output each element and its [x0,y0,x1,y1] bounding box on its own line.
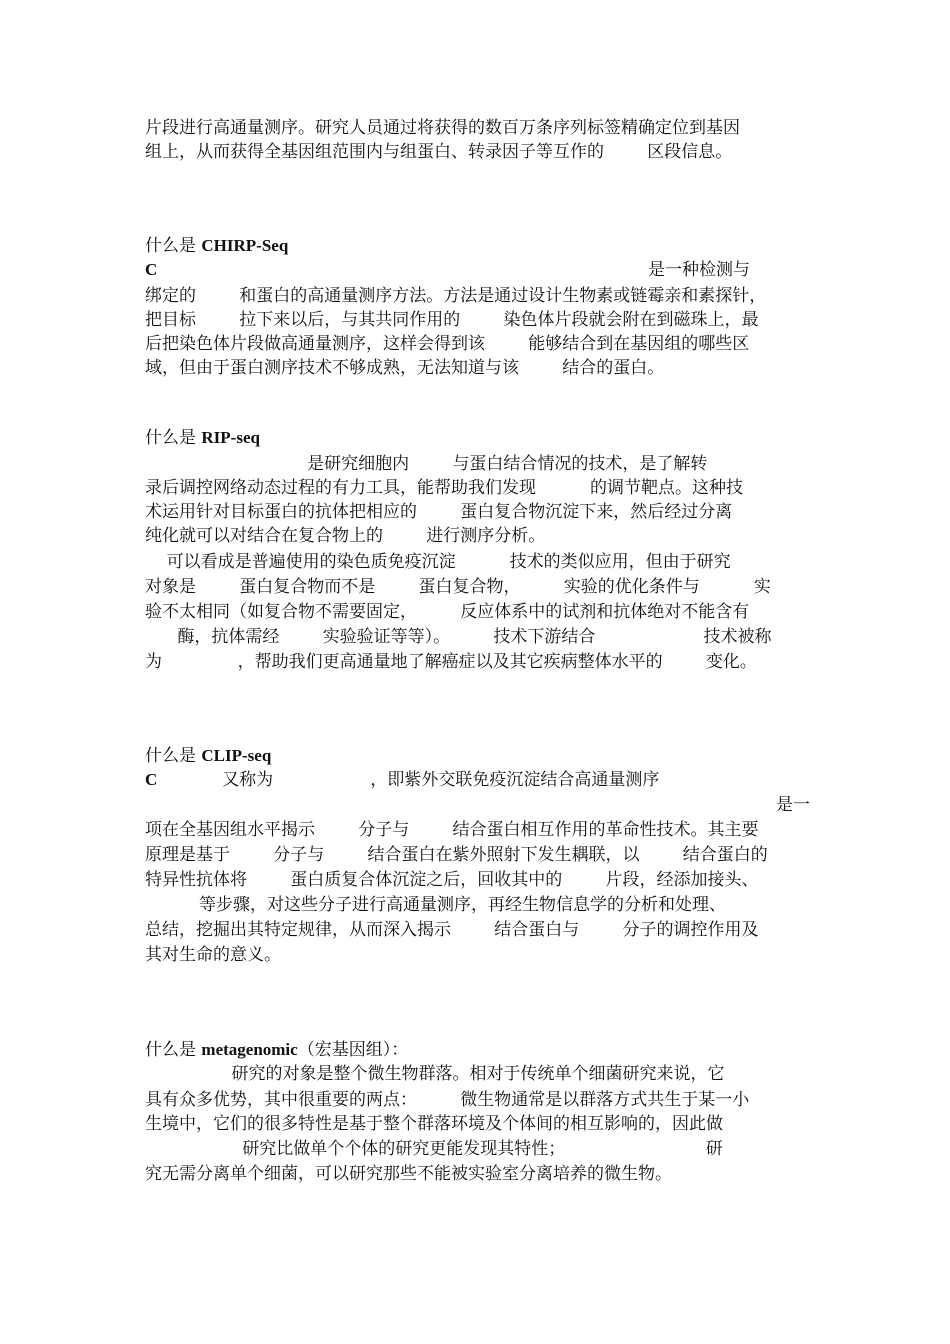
rip-line-8: 酶，抗体需经 实验验证等等）。 技术下游结合 技术被称 [145,627,772,647]
clip-line-5: 特异性抗体将 蛋白质复合体沉淀之后，回收其中的 片段，经添加接头、 [145,870,759,890]
rip-line-4: 纯化就可以对结合在复合物上的 进行测序分析。 [145,526,546,546]
rip-heading [145,426,260,450]
rip-line-3: 术运用针对目标蛋白的抗体把相应的 蛋白复合物沉淀下来，然后经过分离 [145,502,733,522]
clip-heading-prefix: 什么是 [145,746,202,766]
metagenomic-line-3: 生境中，它们的很多特性是基于整个群落环境及个体间的相互影响的，因此做 [145,1114,723,1134]
rip-heading-term: RIP-seq [201,428,260,447]
chirp-line-2: 绑定的 和蛋白的高通量测序方法。方法是通过设计生物素或链霉亲和素探针， [145,286,767,306]
rip-line-1: 是研究细胞内 与蛋白结合情况的技术，是了解转 [145,454,708,474]
metagenomic-heading-prefix: 什么是 [145,1040,202,1060]
clip-heading [145,744,271,768]
clip-line-7: 总结，挖掘出其特定规律，从而深入揭示 结合蛋白与 分子的调控作用及 [145,920,759,940]
clip-line-1-mid: 又称为 ，即紫外交联免疫沉淀结合高通量测序 [157,770,660,790]
clip-line-3: 项在全基因组水平揭示 分子与 结合蛋白相互作用的革命性技术。其主要 [145,820,759,840]
metagenomic-line-4: 研究比做单个个体的研究更能发现其特性； 研 [145,1139,723,1159]
chirp-line-1-right: 是一种检测与 [648,260,788,280]
rip-heading-prefix: 什么是 [145,428,202,448]
rip-line-2: 录后调控网络动态过程的有力工具，能帮助我们发现 的调节靶点。这种技 [145,478,744,498]
clip-line-2: 是一 [776,795,810,815]
metagenomic-line-2: 具有众多优势，其中很重要的两点： 微生物通常是以群落方式共生于某一小 [145,1090,750,1110]
rip-line-5: 可以看成是普遍使用的染色质免疫沉淀 技术的类似应用，但由于研究 [145,552,731,572]
chirp-line-4: 后把染色体片段做高通量测序，这样会得到该 能够结合到在基因组的哪些区 [145,334,750,354]
chirp-heading-term: CHIRP-Seq [201,236,289,255]
chirp-heading [145,234,288,258]
chirp-line-3: 把目标 拉下来以后，与其共同作用的 染色体片段就会附在到磁珠上，最 [145,310,759,330]
metagenomic-line-5: 究无需分离单个细菌，可以研究那些不能被实验室分离培养的微生物。 [145,1164,672,1184]
clip-line-6: 等步骤，对这些分子进行高通量测序，再经生物信息学的分析和处理、 [145,895,727,915]
rip-line-6: 对象是 蛋白复合物而不是 蛋白复合物， 实验的优化条件与 实 [145,577,771,597]
chirp-line-5: 域，但由于蛋白测序技术不够成熟，无法知道与该 结合的蛋白。 [145,358,665,378]
clip-line-1 [145,768,810,792]
metagenomic-line-1: 研究的对象是整个微生物群落。相对于传统单个细菌研究来说，它 [145,1064,725,1084]
intro-line-2: 组上，从而获得全基因组范围内与组蛋白、转录因子等互作的 区段信息。 [145,142,733,162]
chirp-heading-prefix: 什么是 [145,236,202,256]
rip-line-7: 验不太相同（如复合物不需要固定， 反应体系中的试剂和抗体绝对不能含有 [145,602,750,622]
chirp-line-1-left: C [145,260,158,279]
clip-line-8: 其对生命的意义。 [145,945,281,965]
metagenomic-heading-suffix: （宏基因组）： [297,1040,409,1060]
metagenomic-heading-term: metagenomic [201,1040,298,1059]
clip-heading-term: CLIP-seq [201,746,272,765]
metagenomic-heading [145,1038,408,1062]
intro-line-1: 片段进行高通量测序。研究人员通过将获得的数百万条序列标签精确定位到基因 [145,118,740,138]
rip-line-9: 为 ，帮助我们更高通量地了解癌症以及其它疾病整体水平的 变化。 [145,652,757,672]
clip-line-1-left: C [145,770,158,789]
clip-line-4: 原理是基于 分子与 结合蛋白在紫外照射下发生耦联，以 结合蛋白的 [145,845,768,865]
